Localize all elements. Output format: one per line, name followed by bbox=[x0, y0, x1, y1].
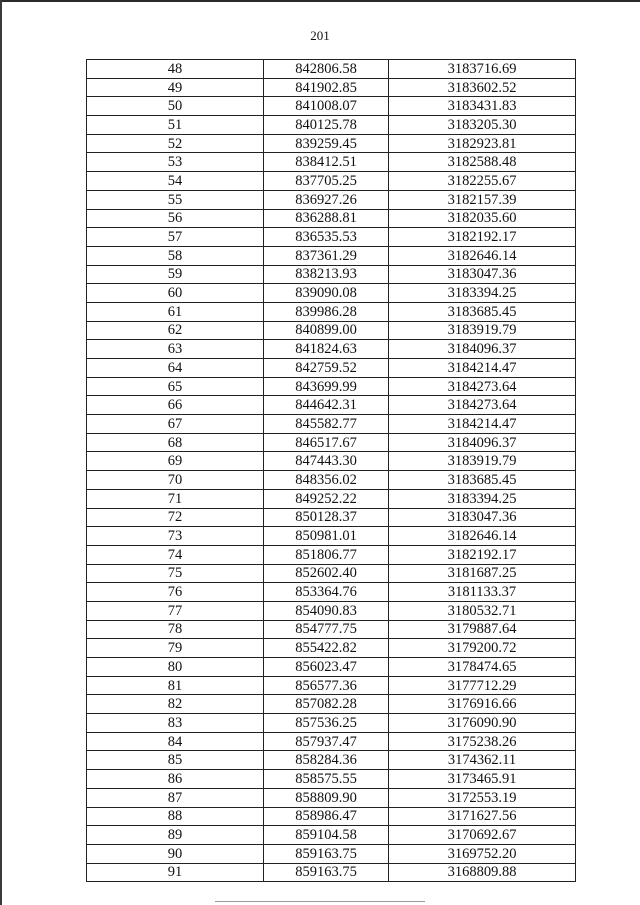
x-coordinate-cell: 857937.47 bbox=[264, 732, 389, 751]
y-coordinate-cell: 3180532.71 bbox=[389, 601, 576, 620]
point-number-cell: 59 bbox=[87, 265, 264, 284]
x-coordinate-cell: 840899.00 bbox=[264, 321, 389, 340]
table-row bbox=[87, 639, 576, 658]
y-coordinate-cell: 3174362.11 bbox=[389, 751, 576, 770]
x-coordinate-cell: 858809.90 bbox=[264, 788, 389, 807]
table-row bbox=[87, 695, 576, 714]
table-row bbox=[87, 508, 576, 527]
table-row bbox=[87, 601, 576, 620]
x-coordinate-cell: 855422.82 bbox=[264, 639, 389, 658]
x-coordinate-cell: 851806.77 bbox=[264, 545, 389, 564]
y-coordinate-cell: 3183431.83 bbox=[389, 97, 576, 116]
point-number-cell: 58 bbox=[87, 246, 264, 265]
x-coordinate-cell: 846517.67 bbox=[264, 433, 389, 452]
table-row bbox=[87, 396, 576, 415]
table-row bbox=[87, 246, 576, 265]
x-coordinate-cell: 856577.36 bbox=[264, 676, 389, 695]
x-coordinate-cell: 853364.76 bbox=[264, 583, 389, 602]
x-coordinate-cell: 854777.75 bbox=[264, 620, 389, 639]
y-coordinate-cell: 3184214.47 bbox=[389, 415, 576, 434]
y-coordinate-cell: 3182923.81 bbox=[389, 134, 576, 153]
table-row bbox=[87, 620, 576, 639]
table-row bbox=[87, 284, 576, 303]
x-coordinate-cell: 850981.01 bbox=[264, 527, 389, 546]
point-number-cell: 69 bbox=[87, 452, 264, 471]
coordinates-table-body bbox=[87, 60, 576, 882]
x-coordinate-cell: 848356.02 bbox=[264, 471, 389, 490]
x-coordinate-cell: 837705.25 bbox=[264, 172, 389, 191]
y-coordinate-cell: 3183919.79 bbox=[389, 321, 576, 340]
table-row bbox=[87, 265, 576, 284]
y-coordinate-cell: 3184214.47 bbox=[389, 359, 576, 378]
table-row bbox=[87, 452, 576, 471]
y-coordinate-cell: 3179887.64 bbox=[389, 620, 576, 639]
point-number-cell: 87 bbox=[87, 788, 264, 807]
table-row bbox=[87, 60, 576, 79]
y-coordinate-cell: 3183394.25 bbox=[389, 489, 576, 508]
y-coordinate-cell: 3184273.64 bbox=[389, 377, 576, 396]
y-coordinate-cell: 3171627.56 bbox=[389, 807, 576, 826]
point-number-cell: 79 bbox=[87, 639, 264, 658]
point-number-cell: 66 bbox=[87, 396, 264, 415]
y-coordinate-cell: 3175238.26 bbox=[389, 732, 576, 751]
x-coordinate-cell: 840125.78 bbox=[264, 116, 389, 135]
x-coordinate-cell: 844642.31 bbox=[264, 396, 389, 415]
point-number-cell: 52 bbox=[87, 134, 264, 153]
y-coordinate-cell: 3178474.65 bbox=[389, 658, 576, 677]
point-number-cell: 73 bbox=[87, 527, 264, 546]
point-number-cell: 72 bbox=[87, 508, 264, 527]
point-number-cell: 90 bbox=[87, 844, 264, 863]
point-number-cell: 51 bbox=[87, 116, 264, 135]
table-row bbox=[87, 78, 576, 97]
table-row bbox=[87, 863, 576, 882]
point-number-cell: 53 bbox=[87, 153, 264, 172]
x-coordinate-cell: 847443.30 bbox=[264, 452, 389, 471]
table-row bbox=[87, 172, 576, 191]
x-coordinate-cell: 857082.28 bbox=[264, 695, 389, 714]
x-coordinate-cell: 850128.37 bbox=[264, 508, 389, 527]
point-number-cell: 82 bbox=[87, 695, 264, 714]
point-number-cell: 55 bbox=[87, 190, 264, 209]
table-row bbox=[87, 116, 576, 135]
table-row bbox=[87, 788, 576, 807]
y-coordinate-cell: 3184096.37 bbox=[389, 340, 576, 359]
y-coordinate-cell: 3183685.45 bbox=[389, 302, 576, 321]
point-number-cell: 61 bbox=[87, 302, 264, 321]
scan-edge-bottom bbox=[215, 901, 425, 902]
table-row bbox=[87, 321, 576, 340]
point-number-cell: 78 bbox=[87, 620, 264, 639]
x-coordinate-cell: 858986.47 bbox=[264, 807, 389, 826]
y-coordinate-cell: 3184096.37 bbox=[389, 433, 576, 452]
table-row bbox=[87, 377, 576, 396]
table-row bbox=[87, 564, 576, 583]
x-coordinate-cell: 849252.22 bbox=[264, 489, 389, 508]
y-coordinate-cell: 3183716.69 bbox=[389, 60, 576, 79]
point-number-cell: 71 bbox=[87, 489, 264, 508]
page-number: 201 bbox=[310, 28, 330, 43]
table-row bbox=[87, 134, 576, 153]
x-coordinate-cell: 836535.53 bbox=[264, 228, 389, 247]
x-coordinate-cell: 852602.40 bbox=[264, 564, 389, 583]
y-coordinate-cell: 3182588.48 bbox=[389, 153, 576, 172]
y-coordinate-cell: 3183205.30 bbox=[389, 116, 576, 135]
x-coordinate-cell: 838412.51 bbox=[264, 153, 389, 172]
x-coordinate-cell: 854090.83 bbox=[264, 601, 389, 620]
x-coordinate-cell: 859163.75 bbox=[264, 863, 389, 882]
point-number-cell: 62 bbox=[87, 321, 264, 340]
x-coordinate-cell: 841008.07 bbox=[264, 97, 389, 116]
table-row bbox=[87, 545, 576, 564]
y-coordinate-cell: 3183685.45 bbox=[389, 471, 576, 490]
point-number-cell: 88 bbox=[87, 807, 264, 826]
y-coordinate-cell: 3181687.25 bbox=[389, 564, 576, 583]
point-number-cell: 74 bbox=[87, 545, 264, 564]
point-number-cell: 56 bbox=[87, 209, 264, 228]
x-coordinate-cell: 836927.26 bbox=[264, 190, 389, 209]
x-coordinate-cell: 845582.77 bbox=[264, 415, 389, 434]
point-number-cell: 63 bbox=[87, 340, 264, 359]
y-coordinate-cell: 3183919.79 bbox=[389, 452, 576, 471]
y-coordinate-cell: 3183394.25 bbox=[389, 284, 576, 303]
point-number-cell: 54 bbox=[87, 172, 264, 191]
y-coordinate-cell: 3182646.14 bbox=[389, 246, 576, 265]
y-coordinate-cell: 3183602.52 bbox=[389, 78, 576, 97]
table-row bbox=[87, 751, 576, 770]
table-row bbox=[87, 209, 576, 228]
point-number-cell: 91 bbox=[87, 863, 264, 882]
table-row bbox=[87, 844, 576, 863]
y-coordinate-cell: 3183047.36 bbox=[389, 508, 576, 527]
point-number-cell: 86 bbox=[87, 770, 264, 789]
y-coordinate-cell: 3182035.60 bbox=[389, 209, 576, 228]
y-coordinate-cell: 3179200.72 bbox=[389, 639, 576, 658]
point-number-cell: 83 bbox=[87, 714, 264, 733]
table-row bbox=[87, 302, 576, 321]
x-coordinate-cell: 858575.55 bbox=[264, 770, 389, 789]
point-number-cell: 49 bbox=[87, 78, 264, 97]
x-coordinate-cell: 859163.75 bbox=[264, 844, 389, 863]
point-number-cell: 60 bbox=[87, 284, 264, 303]
point-number-cell: 68 bbox=[87, 433, 264, 452]
scan-edge-left bbox=[0, 0, 2, 905]
point-number-cell: 50 bbox=[87, 97, 264, 116]
table-row bbox=[87, 770, 576, 789]
table-row bbox=[87, 583, 576, 602]
table-row bbox=[87, 489, 576, 508]
x-coordinate-cell: 839259.45 bbox=[264, 134, 389, 153]
table-row bbox=[87, 433, 576, 452]
x-coordinate-cell: 858284.36 bbox=[264, 751, 389, 770]
x-coordinate-cell: 856023.47 bbox=[264, 658, 389, 677]
point-number-cell: 64 bbox=[87, 359, 264, 378]
coordinates-table bbox=[86, 59, 576, 882]
table-row bbox=[87, 153, 576, 172]
point-number-cell: 70 bbox=[87, 471, 264, 490]
x-coordinate-cell: 836288.81 bbox=[264, 209, 389, 228]
point-number-cell: 48 bbox=[87, 60, 264, 79]
y-coordinate-cell: 3173465.91 bbox=[389, 770, 576, 789]
table-row bbox=[87, 190, 576, 209]
y-coordinate-cell: 3176090.90 bbox=[389, 714, 576, 733]
table-row bbox=[87, 228, 576, 247]
y-coordinate-cell: 3182646.14 bbox=[389, 527, 576, 546]
y-coordinate-cell: 3169752.20 bbox=[389, 844, 576, 863]
table-row bbox=[87, 415, 576, 434]
x-coordinate-cell: 841824.63 bbox=[264, 340, 389, 359]
x-coordinate-cell: 843699.99 bbox=[264, 377, 389, 396]
x-coordinate-cell: 857536.25 bbox=[264, 714, 389, 733]
x-coordinate-cell: 837361.29 bbox=[264, 246, 389, 265]
x-coordinate-cell: 841902.85 bbox=[264, 78, 389, 97]
y-coordinate-cell: 3168809.88 bbox=[389, 863, 576, 882]
table-row bbox=[87, 359, 576, 378]
table-row bbox=[87, 732, 576, 751]
point-number-cell: 57 bbox=[87, 228, 264, 247]
y-coordinate-cell: 3177712.29 bbox=[389, 676, 576, 695]
point-number-cell: 65 bbox=[87, 377, 264, 396]
point-number-cell: 77 bbox=[87, 601, 264, 620]
table-row bbox=[87, 807, 576, 826]
point-number-cell: 84 bbox=[87, 732, 264, 751]
y-coordinate-cell: 3176916.66 bbox=[389, 695, 576, 714]
y-coordinate-cell: 3170692.67 bbox=[389, 826, 576, 845]
table-row bbox=[87, 714, 576, 733]
x-coordinate-cell: 842759.52 bbox=[264, 359, 389, 378]
table-row bbox=[87, 527, 576, 546]
point-number-cell: 89 bbox=[87, 826, 264, 845]
x-coordinate-cell: 838213.93 bbox=[264, 265, 389, 284]
x-coordinate-cell: 839986.28 bbox=[264, 302, 389, 321]
x-coordinate-cell: 859104.58 bbox=[264, 826, 389, 845]
point-number-cell: 80 bbox=[87, 658, 264, 677]
point-number-cell: 81 bbox=[87, 676, 264, 695]
y-coordinate-cell: 3181133.37 bbox=[389, 583, 576, 602]
y-coordinate-cell: 3182255.67 bbox=[389, 172, 576, 191]
point-number-cell: 75 bbox=[87, 564, 264, 583]
table-row bbox=[87, 826, 576, 845]
table-row bbox=[87, 471, 576, 490]
point-number-cell: 76 bbox=[87, 583, 264, 602]
y-coordinate-cell: 3182192.17 bbox=[389, 228, 576, 247]
x-coordinate-cell: 839090.08 bbox=[264, 284, 389, 303]
y-coordinate-cell: 3184273.64 bbox=[389, 396, 576, 415]
y-coordinate-cell: 3182157.39 bbox=[389, 190, 576, 209]
x-coordinate-cell: 842806.58 bbox=[264, 60, 389, 79]
table-row bbox=[87, 676, 576, 695]
table-row bbox=[87, 97, 576, 116]
y-coordinate-cell: 3183047.36 bbox=[389, 265, 576, 284]
y-coordinate-cell: 3182192.17 bbox=[389, 545, 576, 564]
table-row bbox=[87, 658, 576, 677]
point-number-cell: 67 bbox=[87, 415, 264, 434]
table-row bbox=[87, 340, 576, 359]
y-coordinate-cell: 3172553.19 bbox=[389, 788, 576, 807]
point-number-cell: 85 bbox=[87, 751, 264, 770]
scan-edge-top bbox=[0, 0, 640, 2]
